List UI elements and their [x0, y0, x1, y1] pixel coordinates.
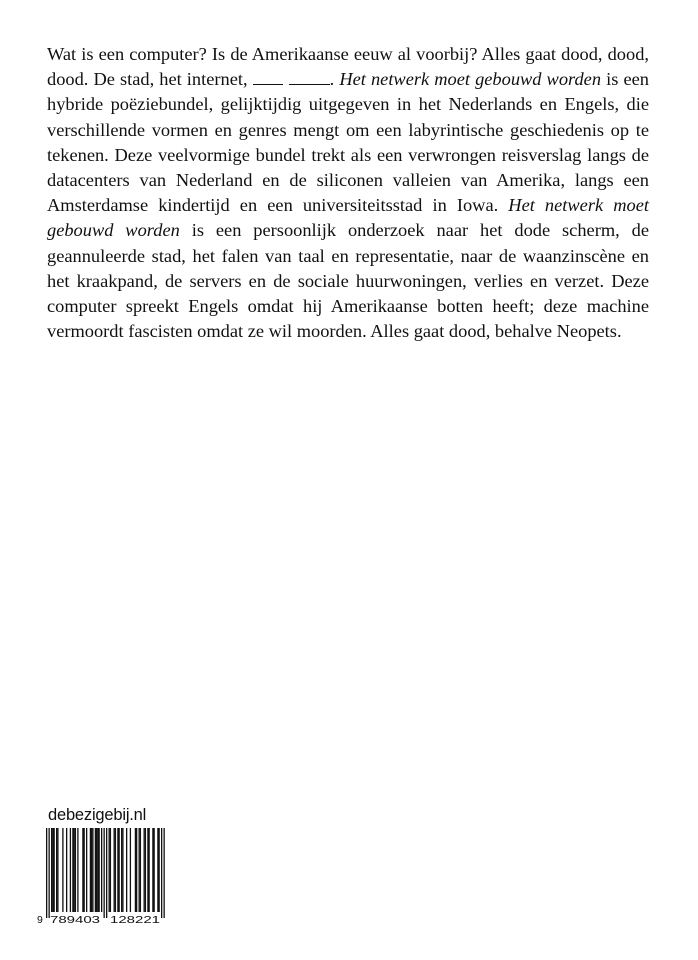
barcode-bar	[147, 828, 148, 912]
barcode-bar	[135, 828, 136, 912]
barcode-bar	[90, 828, 91, 912]
barcode-bar	[84, 828, 85, 912]
barcode-bar	[110, 828, 111, 912]
barcode-bar	[121, 828, 122, 912]
barcode-bar	[91, 828, 92, 912]
barcode-left-digits: 789403	[50, 914, 101, 926]
barcode-bar	[136, 828, 137, 912]
barcode-bar	[115, 828, 116, 912]
barcode-bar	[157, 828, 158, 912]
barcode-bar	[140, 828, 141, 912]
barcode-bar	[57, 828, 58, 912]
back-cover-blurb	[47, 42, 649, 344]
barcode-bar	[70, 828, 71, 912]
barcode-bar	[126, 828, 127, 912]
barcode-bar	[51, 828, 52, 912]
barcode-bar	[46, 828, 47, 918]
barcode-bar	[86, 828, 87, 912]
barcode-bar	[114, 828, 115, 912]
barcode-bar	[149, 828, 150, 912]
barcode-bar	[159, 828, 160, 912]
blurb-intro: Wat is een computer? Is de Amerikaanse eeuw al voorbij? Alles gaat dood, dood, dood. De stad, het internet,	[47, 44, 649, 90]
barcode-bar	[119, 828, 120, 912]
barcode-bars	[46, 828, 165, 918]
blank-line	[289, 70, 330, 85]
barcode-bar	[77, 828, 78, 912]
blurb-description: is een hybride poëziebundel, gelijktijdig uitgegeven in het Nederlands en Engels, die verschillende vormen en genres mengt om een labyrintische geschiedenis op te tekenen. Deze veelvormige bundel trekt als een verwrongen reisverslag langs de datacenters van Nederland en de siliconen valleien van Amerika, langs een Amsterdamse kindertijd en een universiteitsstad in Iowa.	[47, 69, 649, 216]
barcode-bar	[49, 828, 50, 918]
barcode-bar	[106, 828, 107, 918]
blurb-closing: is een persoonlijk onderzoek naar het dode scherm, de geannuleerde stad, het falen van taal en representatie, naar de waanzinscène en het kraakpand, de servers en de sociale huurwoningen, verlies en verzet. Deze computer spreekt Engels omdat hij Amerikaanse botten heeft; deze machine vermoordt fascisten omdat ze wil moorden. Alles gaat dood, behalve Neopets.	[47, 220, 649, 342]
barcode-bar	[109, 828, 110, 912]
barcode-bar	[152, 828, 153, 912]
book-title: Het netwerk moet gebouwd worden	[339, 69, 602, 90]
barcode-bar	[92, 828, 93, 912]
barcode-right-digits: 128221	[110, 914, 161, 926]
barcode-bar	[95, 828, 96, 912]
barcode-bar	[54, 828, 55, 912]
publisher-website: debezigebij.nl	[48, 806, 147, 824]
isbn-barcode	[35, 826, 170, 926]
barcode-bar	[97, 828, 98, 912]
barcode-bar	[144, 828, 145, 912]
barcode-bar	[96, 828, 97, 912]
barcode-bar	[117, 828, 118, 912]
barcode-bar	[130, 828, 131, 912]
barcode-bar	[161, 828, 162, 918]
barcode-bar	[66, 828, 67, 912]
barcode-bar	[82, 828, 83, 912]
barcode-bar	[101, 828, 102, 912]
barcode-bar	[104, 828, 105, 918]
barcode-bar	[62, 828, 63, 912]
book-title: Het netwerk moet gebouwd worden	[47, 195, 649, 241]
barcode-bar	[154, 828, 155, 912]
barcode-bar	[75, 828, 76, 912]
barcode-bar	[139, 828, 140, 912]
barcode-bar	[99, 828, 100, 912]
barcode-bar	[164, 828, 165, 918]
blurb-period: .	[329, 69, 340, 90]
blank-line	[253, 70, 283, 85]
barcode-prefix-digit: 9	[37, 914, 43, 926]
barcode-bar	[56, 828, 57, 912]
barcode-bar	[72, 828, 73, 912]
barcode-bar	[74, 828, 75, 912]
barcode-bar	[145, 828, 146, 912]
barcode-bar	[122, 828, 123, 912]
barcode-bar	[52, 828, 53, 912]
